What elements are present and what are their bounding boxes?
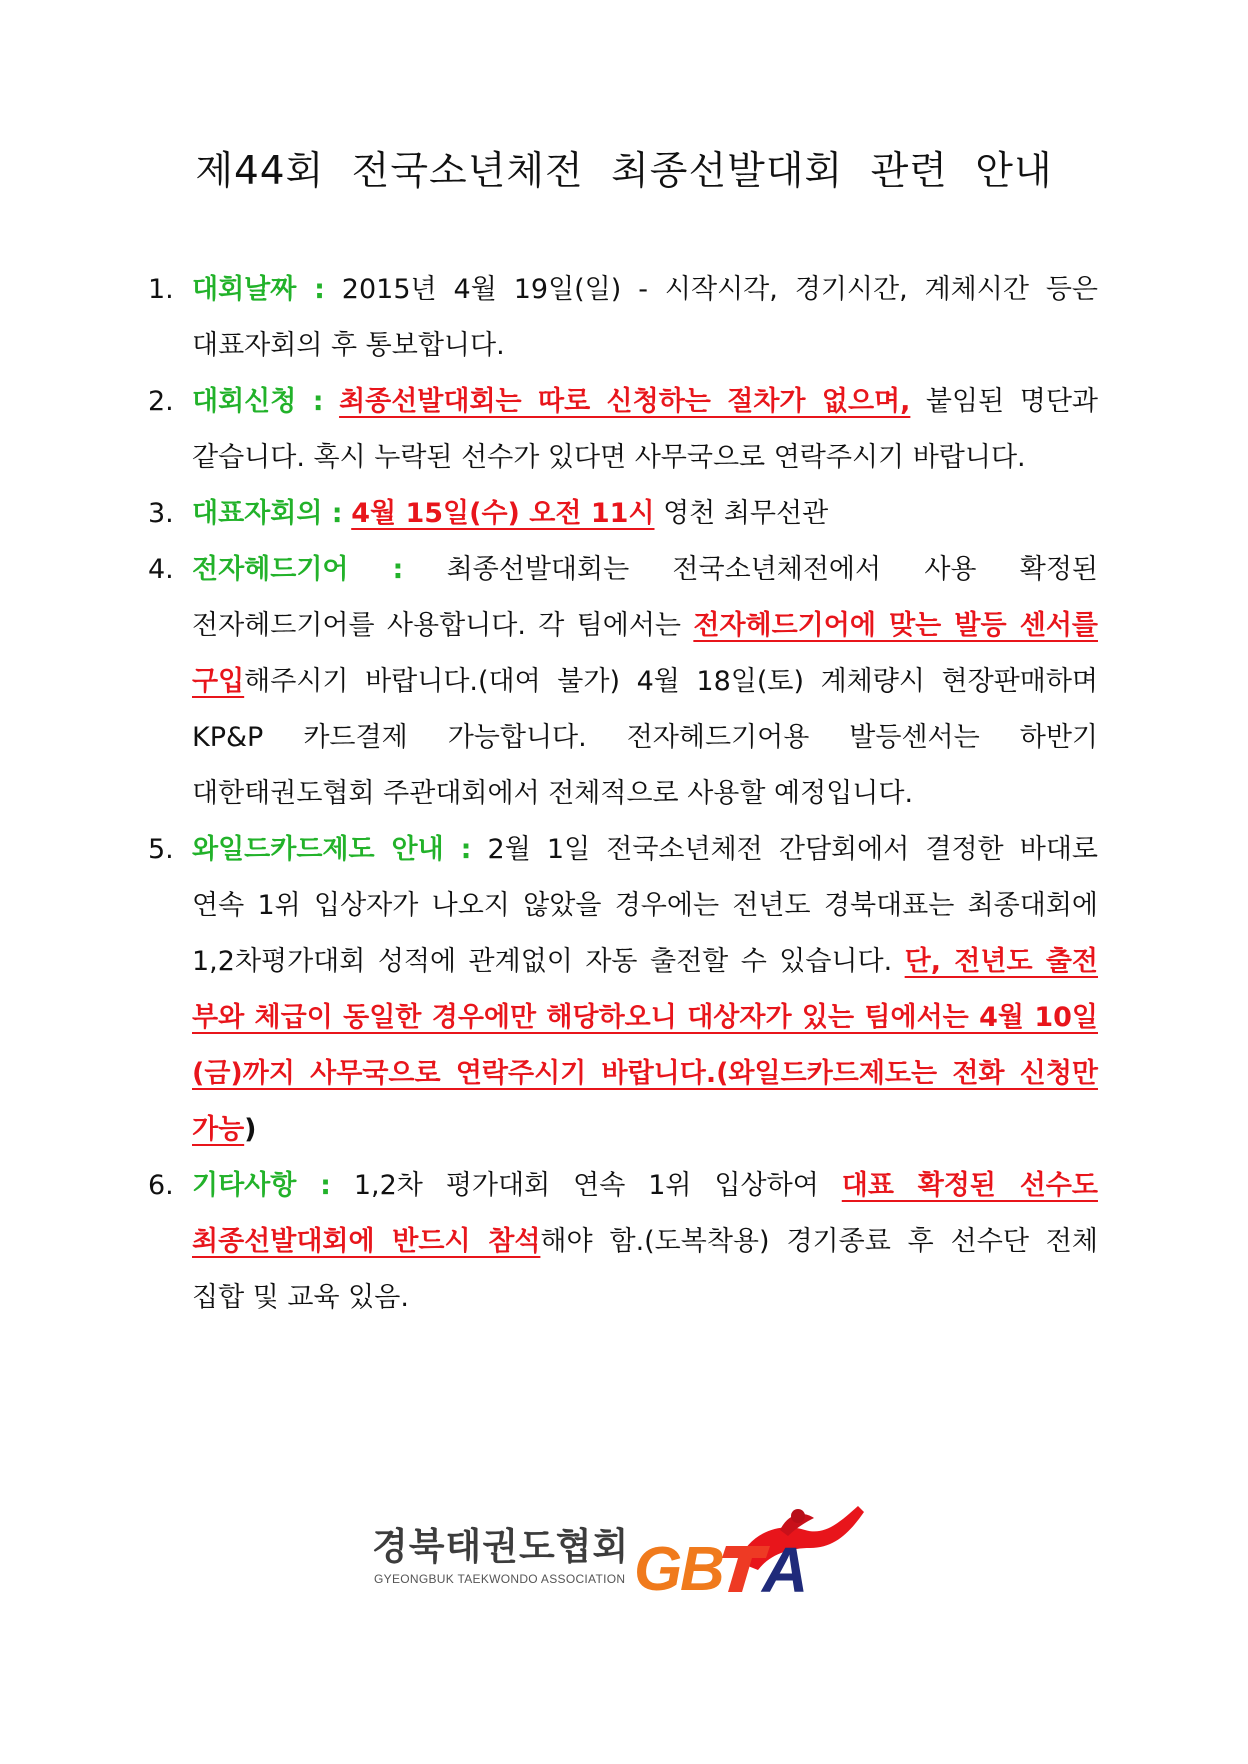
item-emphasis: 단, 전년도 출전 부와 체급이 동일한 경우에만 해당하오니 대상자가 있는 팀에서는 4월 10일(금)까지 사무국으로 연락주시기 바랍니다.(와일드카드제도는 전화 신청만 가능 [192, 946, 1098, 1145]
notice-item-5 [148, 822, 1098, 1158]
item-number: 5. [148, 834, 174, 865]
notice-item-6 [148, 1158, 1098, 1326]
item-number: 6. [148, 1170, 174, 1201]
svg-text:A: A [762, 1534, 809, 1602]
logo-name-korean: 경북태권도협회 [372, 1525, 630, 1568]
notice-item-4 [148, 542, 1098, 822]
item-emphasis: 4월 15일(수) 오전 11시 [351, 498, 655, 529]
item-number: 1. [148, 274, 174, 305]
svg-text:B: B [680, 1535, 725, 1602]
item-emphasis: 최종선발대회는 따로 신청하는 절차가 없으며, [339, 386, 911, 417]
notice-item-3 [148, 486, 1098, 542]
item-label: 전자헤드기어 : [192, 554, 404, 585]
item-text: 붙임된 명단과 같습니다. 혹시 누락된 선수가 있다면 사무국으로 연락주시기 바랍니다. [192, 386, 1098, 473]
item-text: 해야 함.(도복착용) 경기종료 후 선수단 전체 집합 및 교육 있음. [192, 1226, 1098, 1313]
logo-name-english: GYEONGBUK TAEKWONDO ASSOCIATION [374, 1572, 626, 1586]
item-emphasis: 전자헤드기어에 맞는 발등 센서를 구입 [192, 610, 1098, 697]
notice-list [148, 262, 1098, 1326]
item-label: 대회날짜 : [192, 274, 325, 305]
item-text: ) [244, 1114, 257, 1145]
notice-item-1 [148, 262, 1098, 374]
item-text: 2015년 4월 19일(일) - 시작시각, 경기시간, 계체시간 등은 대표자회의 후 통보합니다. [192, 274, 1098, 361]
association-logo [372, 1492, 872, 1602]
item-number: 4. [148, 554, 174, 585]
svg-text:G: G [634, 1535, 683, 1602]
item-number: 3. [148, 498, 174, 529]
document-title: 제44회 전국소년체전 최종선발대회 관련 안내 [195, 149, 1053, 194]
item-text-before: 2월 1일 전국소년체전 간담회에서 결정한 바대로 연속 1위 입상자가 나오지 않았을 경우에는 전년도 경북대표는 최종대회에 1,2차평가대회 성적에 관계없이 자동 출전할 수 있습니다. [192, 834, 1098, 977]
item-text-before: 1,2차 평가대회 연속 1위 입상하여 [330, 1170, 842, 1201]
item-label: 대표자회의 : [192, 498, 343, 529]
item-label: 와일드카드제도 안내 : [192, 834, 472, 865]
item-text: 해주시기 바랍니다.(대여 불가) 4월 18일(토) 계체량시 현장판매하며 KP&P 카드결제 가능합니다. 전자헤드기어용 발등센서는 하반기 대한태권도협회 주관대회에서 전체적으로 사용할 예정입니다. [192, 666, 1098, 809]
gbta-emblem-icon [630, 1492, 870, 1602]
item-text-before: 최종선발대회는 전국소년체전에서 사용 확정된 전자헤드기어를 사용합니다. 각 팀에서는 [192, 554, 1098, 641]
item-text: 영천 최무선관 [654, 498, 829, 529]
item-emphasis: 대표 확정된 선수도 최종선발대회에 반드시 참석 [192, 1170, 1098, 1257]
notice-item-2 [148, 374, 1098, 486]
item-label: 기타사항 : [192, 1170, 331, 1201]
item-label: 대회신청 : [192, 386, 324, 417]
item-number: 2. [148, 386, 174, 417]
